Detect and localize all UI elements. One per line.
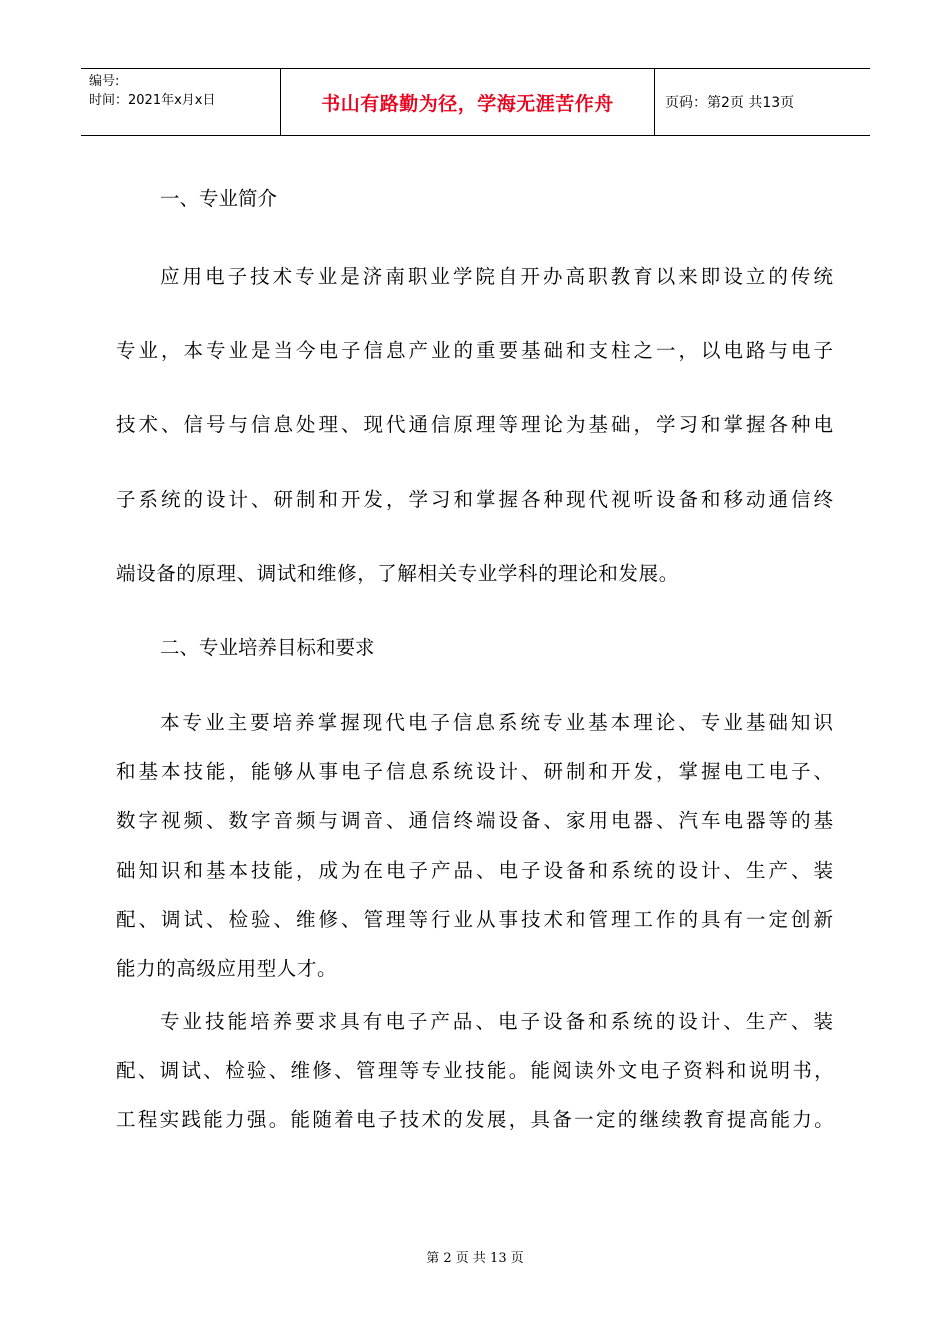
header-page-cell xyxy=(655,69,870,135)
section-2-para-1-line-6: 能力的高级应用型人才。 xyxy=(116,957,338,980)
section-1-title: 一、专业简介 xyxy=(160,187,278,210)
header-page-code: 页码：第2页 共13页 xyxy=(665,95,795,111)
section-2-title: 二、专业培养目标和要求 xyxy=(160,636,375,659)
section-1-line-4: 子系统的设计、研制和开发，学习和掌握各种现代视听设备和移动通信终 xyxy=(116,488,836,511)
document-number-label: 编号: xyxy=(89,74,120,89)
section-2-para-1-line-2: 和基本技能，能够从事电子信息系统设计、研制和开发，掌握电工电子、 xyxy=(116,760,836,783)
section-2-para-2-line-3: 工程实践能力强。能随着电子技术的发展，具备一定的继续教育提高能力。 xyxy=(116,1108,836,1131)
section-2-para-1-line-1: 本专业主要培养掌握现代电子信息系统专业基本理论、专业基础知识 xyxy=(160,711,836,734)
section-2-para-1-line-5: 配、调试、检验、维修、管理等行业从事技术和管理工作的具有一定创新 xyxy=(116,908,836,931)
section-2-para-2-line-1: 专业技能培养要求具有电子产品、电子设备和系统的设计、生产、装 xyxy=(160,1010,836,1033)
header-motto: 书山有路勤为径，学海无涯苦作舟 xyxy=(321,92,614,115)
section-2-para-1-line-3: 数字视频、数字音频与调音、通信终端设备、家用电器、汽车电器等的基 xyxy=(116,809,836,832)
page-footer: 第 2 页 共 13 页 xyxy=(426,1251,524,1266)
section-2-para-1-line-4: 础知识和基本技能，成为在电子产品、电子设备和系统的设计、生产、装 xyxy=(116,859,836,882)
section-1-line-5: 端设备的原理、调试和维修，了解相关专业学科的理论和发展。 xyxy=(116,562,679,585)
section-2-para-2-line-2: 配、调试、检验、维修、管理等专业技能。能阅读外文电子资料和说明书， xyxy=(116,1059,836,1082)
section-1-line-3: 技术、信号与信息处理、现代通信原理等理论为基础，学习和掌握各种电 xyxy=(116,413,836,436)
section-1-line-1: 应用电子技术专业是济南职业学院自开办高职教育以来即设立的传统 xyxy=(160,265,836,288)
document-time-label: 时间：2021年x月x日 xyxy=(89,93,216,108)
header-motto-cell xyxy=(281,69,655,135)
header-meta-cell xyxy=(81,69,281,135)
document-header xyxy=(81,68,870,136)
section-1-line-2: 专业，本专业是当今电子信息产业的重要基础和支柱之一，以电路与电子 xyxy=(116,339,836,362)
